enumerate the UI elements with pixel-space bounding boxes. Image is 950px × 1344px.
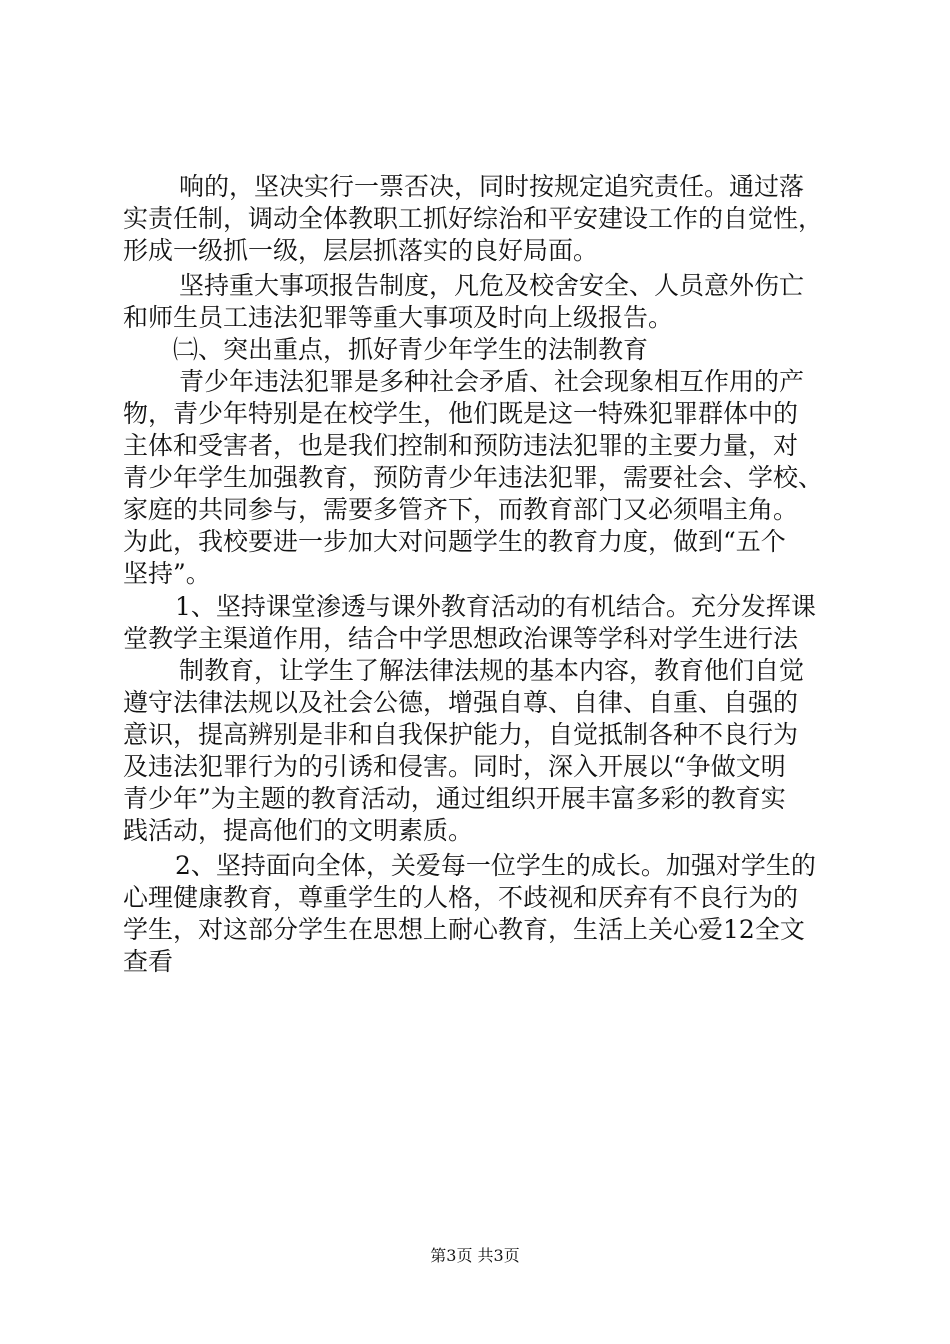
text-line: 坚持”。 [123,559,211,588]
text-line: 青少年”为主题的教育活动，通过组织开展丰富多彩的教育实 [123,784,786,813]
text-line: 坚持重大事项报告制度，凡危及校舍安全、人员意外伤亡 [179,271,805,300]
text-line: 学生，对这部分学生在思想上耐心教育，生活上关心爱12全文 [123,915,805,944]
text-line: 和师生员工违法犯罪等重大事项及时向上级报告。 [123,303,674,332]
text-line: 响的，坚决实行一票否决，同时按规定追究责任。通过落 [179,172,805,201]
text-line: 形成一级抓一级，层层抓落实的良好局面。 [123,236,599,265]
text-line: 物，青少年特别是在校学生，他们既是这一特殊犯罪群体中的 [123,399,799,428]
page-number: 第3页 共3页 [430,1246,520,1265]
text-line: 2、坚持面向全体，关爱每一位学生的成长。加强对学生的 [175,851,816,880]
text-line: 青少年违法犯罪是多种社会矛盾、社会现象相互作用的产 [179,367,805,396]
text-line: 意识，提高辨别是非和自我保护能力，自觉抵制各种不良行为 [123,720,799,749]
text-line: 查看 [123,947,174,976]
text-line: 遵守法律法规以及社会公德，增强自尊、自律、自重、自强的 [123,688,799,717]
text-line: 实责任制，调动全体教职工抓好综治和平安建设工作的自觉性， [123,204,824,233]
text-line: 及违法犯罪行为的引诱和侵害。同时，深入开展以“争做文明 [123,752,786,781]
text-line: 践活动，提高他们的文明素质。 [123,816,474,845]
text-line: 主体和受害者，也是我们控制和预防违法犯罪的主要力量，对 [123,431,799,460]
text-line: 家庭的共同参与，需要多管齐下，而教育部门又必须唱主角。 [123,495,799,524]
section-heading: ㈡、突出重点，抓好青少年学生的法制教育 [173,335,649,364]
text-line: 为此，我校要进一步加大对问题学生的教育力度，做到“五个 [123,527,786,556]
text-line: 堂教学主渠道作用，结合中学思想政治课等学科对学生进行法 [123,624,799,653]
text-line: 制教育，让学生了解法律法规的基本内容，教育他们自觉 [179,656,805,685]
text-line: 心理健康教育，尊重学生的人格，不歧视和厌弃有不良行为的 [123,883,799,912]
text-line: 青少年学生加强教育，预防青少年违法犯罪，需要社会、学校、 [123,463,824,492]
text-line: 1、坚持课堂渗透与课外教育活动的有机结合。充分发挥课 [175,592,816,621]
